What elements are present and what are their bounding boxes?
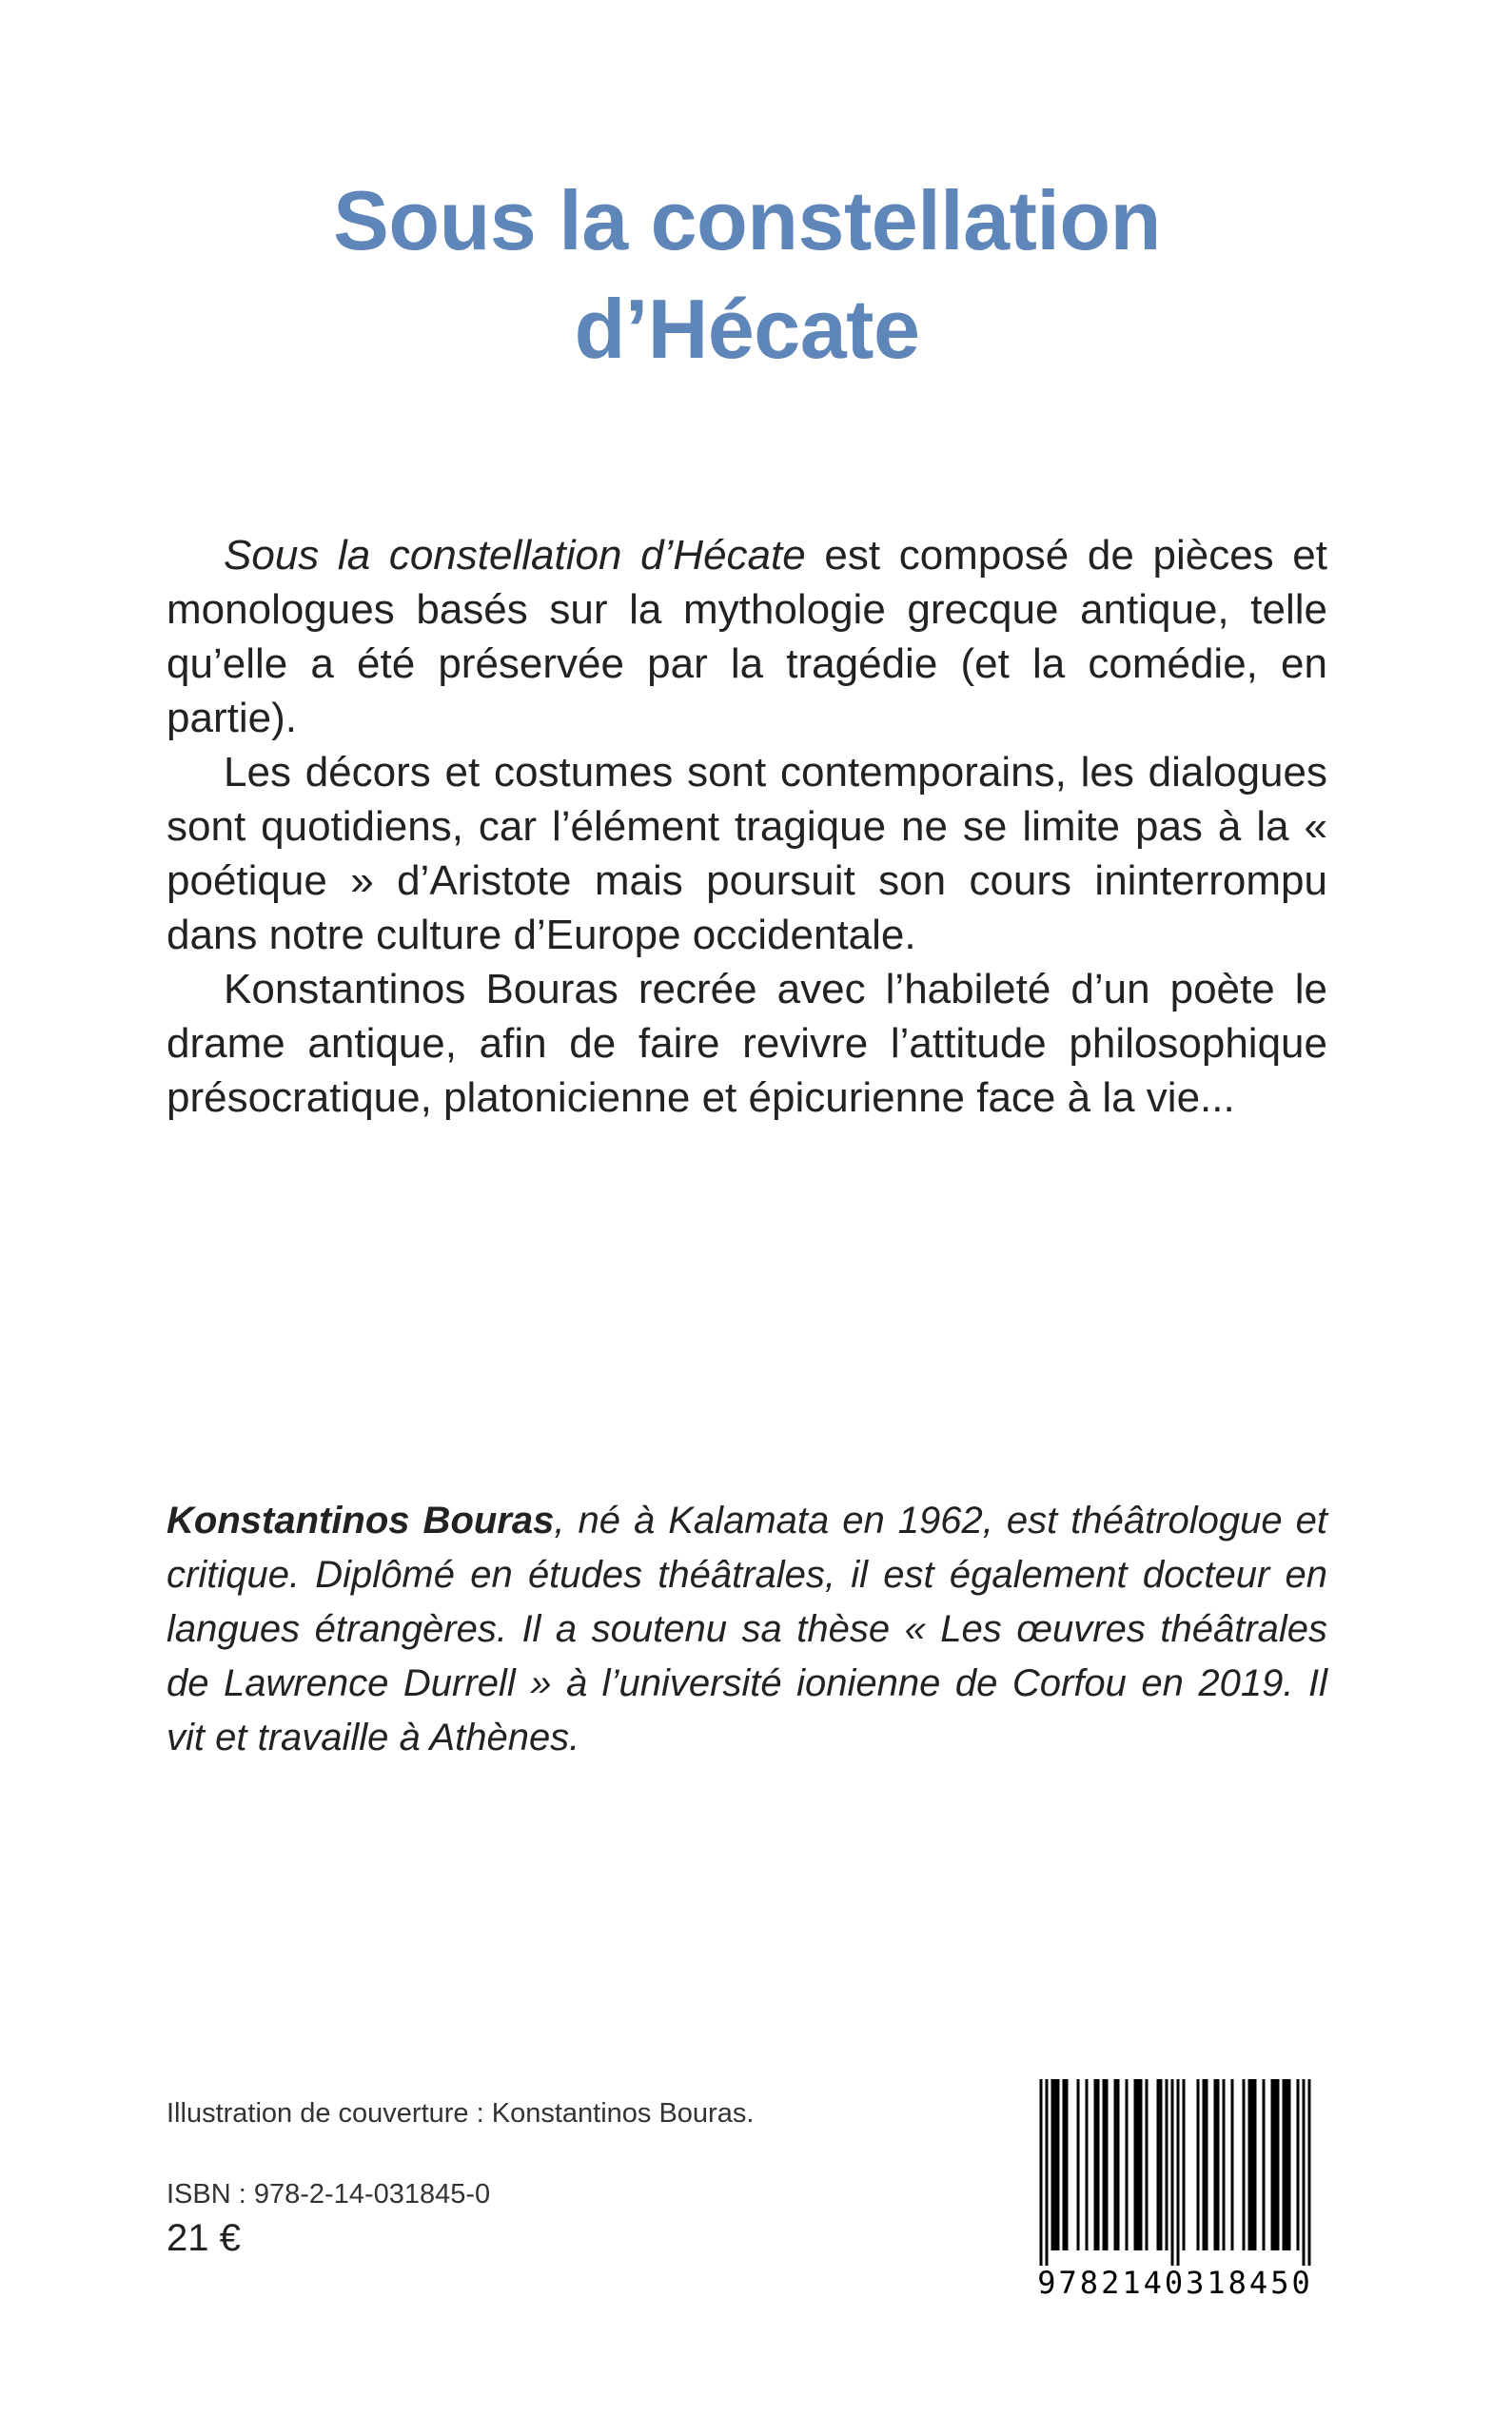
barcode-bar-37 [1263,2079,1266,2250]
barcode-bar-6 [1066,2079,1069,2250]
barcode-bar-25 [1183,2079,1186,2250]
barcode-bar-43 [1288,2079,1291,2250]
barcode-digits: 9782140318450 [1037,2265,1313,2301]
synopsis-paragraph-1 [167,528,1327,745]
author-bio-text: , né à Kalamata en 1962, est théâtrologue et critique. Diplômé en études théâtrales, il est également docteur en langues étrangères. Il a soutenu sa thèse « Les œuvres théâtrales de Lawrence Durrell » à l’université ionienne de Corfou en 2019. Il vit et travaille à Athènes. [167,1500,1327,1758]
barcode-bar-36 [1254,2079,1257,2250]
barcode-bar-28 [1206,2079,1208,2250]
barcode-bar-26 [1197,2079,1200,2250]
price: 21 € [167,2217,241,2259]
isbn: ISBN : 978-2-14-031845-0 [167,2179,491,2210]
barcode-bar-30 [1217,2079,1220,2250]
barcode-bar-46 [1308,2079,1311,2266]
barcode-bar-41 [1283,2079,1286,2250]
barcode-bar-23 [1171,2079,1174,2266]
book-title-line-1: Sous la constellation [333,173,1161,267]
barcode-bar-7 [1077,2079,1080,2250]
barcode [1016,2079,1334,2317]
illustration-credit: Illustration de couverture : Konstantinos Bouras. [167,2098,755,2129]
barcode-bar-3 [1054,2079,1057,2250]
synopsis-paragraph-1-text: est composé de pièces et monologues basés sur la mythologie grecque antique, telle qu’elle a été préservée par la tragédie (et la comédie, en partie). [167,532,1328,741]
barcode-bar-11 [1103,2079,1106,2250]
barcode-bars [1016,2079,1334,2266]
barcode-bar-42 [1286,2079,1288,2250]
barcode-bar-32 [1231,2079,1234,2250]
barcode-bar-13 [1114,2079,1117,2250]
barcode-bar-21 [1160,2079,1163,2250]
book-title-reference: Sous la constellation d’Hécate [224,532,806,579]
synopsis-paragraph-3: Konstantinos Bouras recrée avec l’habileté d’un poète le drame antique, afin de faire revivre l’attitude philosophique présocratique, platonicienne et épicurienne face à la vie... [167,966,1327,1121]
barcode-bar-9 [1094,2079,1097,2250]
author-name: Konstantinos Bouras [167,1500,555,1542]
barcode-bar-45 [1303,2079,1306,2266]
barcode-bar-10 [1097,2079,1100,2250]
barcode-bar-40 [1277,2079,1280,2250]
barcode-bar-18 [1140,2079,1143,2250]
barcode-bar-5 [1063,2079,1066,2250]
barcode-bar-14 [1117,2079,1120,2250]
barcode-bar-17 [1137,2079,1140,2250]
barcode-bar-27 [1203,2079,1206,2250]
synopsis [167,528,1327,1125]
barcode-bar-31 [1223,2079,1226,2250]
barcode-bar-12 [1106,2079,1109,2250]
barcode-bar-38 [1271,2079,1274,2250]
barcode-bar-29 [1214,2079,1217,2250]
barcode-bar-19 [1146,2079,1149,2250]
barcode-bar-39 [1274,2079,1277,2250]
barcode-bar-16 [1134,2079,1137,2250]
barcode-bar-2 [1051,2079,1054,2250]
barcode-bar-4 [1057,2079,1060,2250]
barcode-bar-1 [1046,2079,1049,2266]
barcode-bar-44 [1297,2079,1300,2250]
barcode-bar-15 [1126,2079,1129,2250]
book-title-line-2: d’Hécate [574,282,920,376]
synopsis-paragraph-2: Les décors et costumes sont contemporains, les dialogues sont quotidiens, car l’élément tragique ne se limite pas à la « poétique » d’Aristote mais poursuit son cours ininterrompu dans notre culture d’Europe occidentale. [167,749,1327,958]
barcode-bar-22 [1166,2079,1168,2250]
barcode-bar-20 [1157,2079,1160,2250]
book-title [0,167,1494,383]
barcode-bar-34 [1248,2079,1251,2250]
barcode-bar-8 [1086,2079,1089,2250]
barcode-bar-33 [1243,2079,1246,2250]
barcode-bar-24 [1177,2079,1180,2266]
author-bio [167,1494,1327,1765]
barcode-bar-35 [1251,2079,1254,2250]
barcode-bar-0 [1040,2079,1043,2266]
author-bio-paragraph [167,1494,1327,1765]
